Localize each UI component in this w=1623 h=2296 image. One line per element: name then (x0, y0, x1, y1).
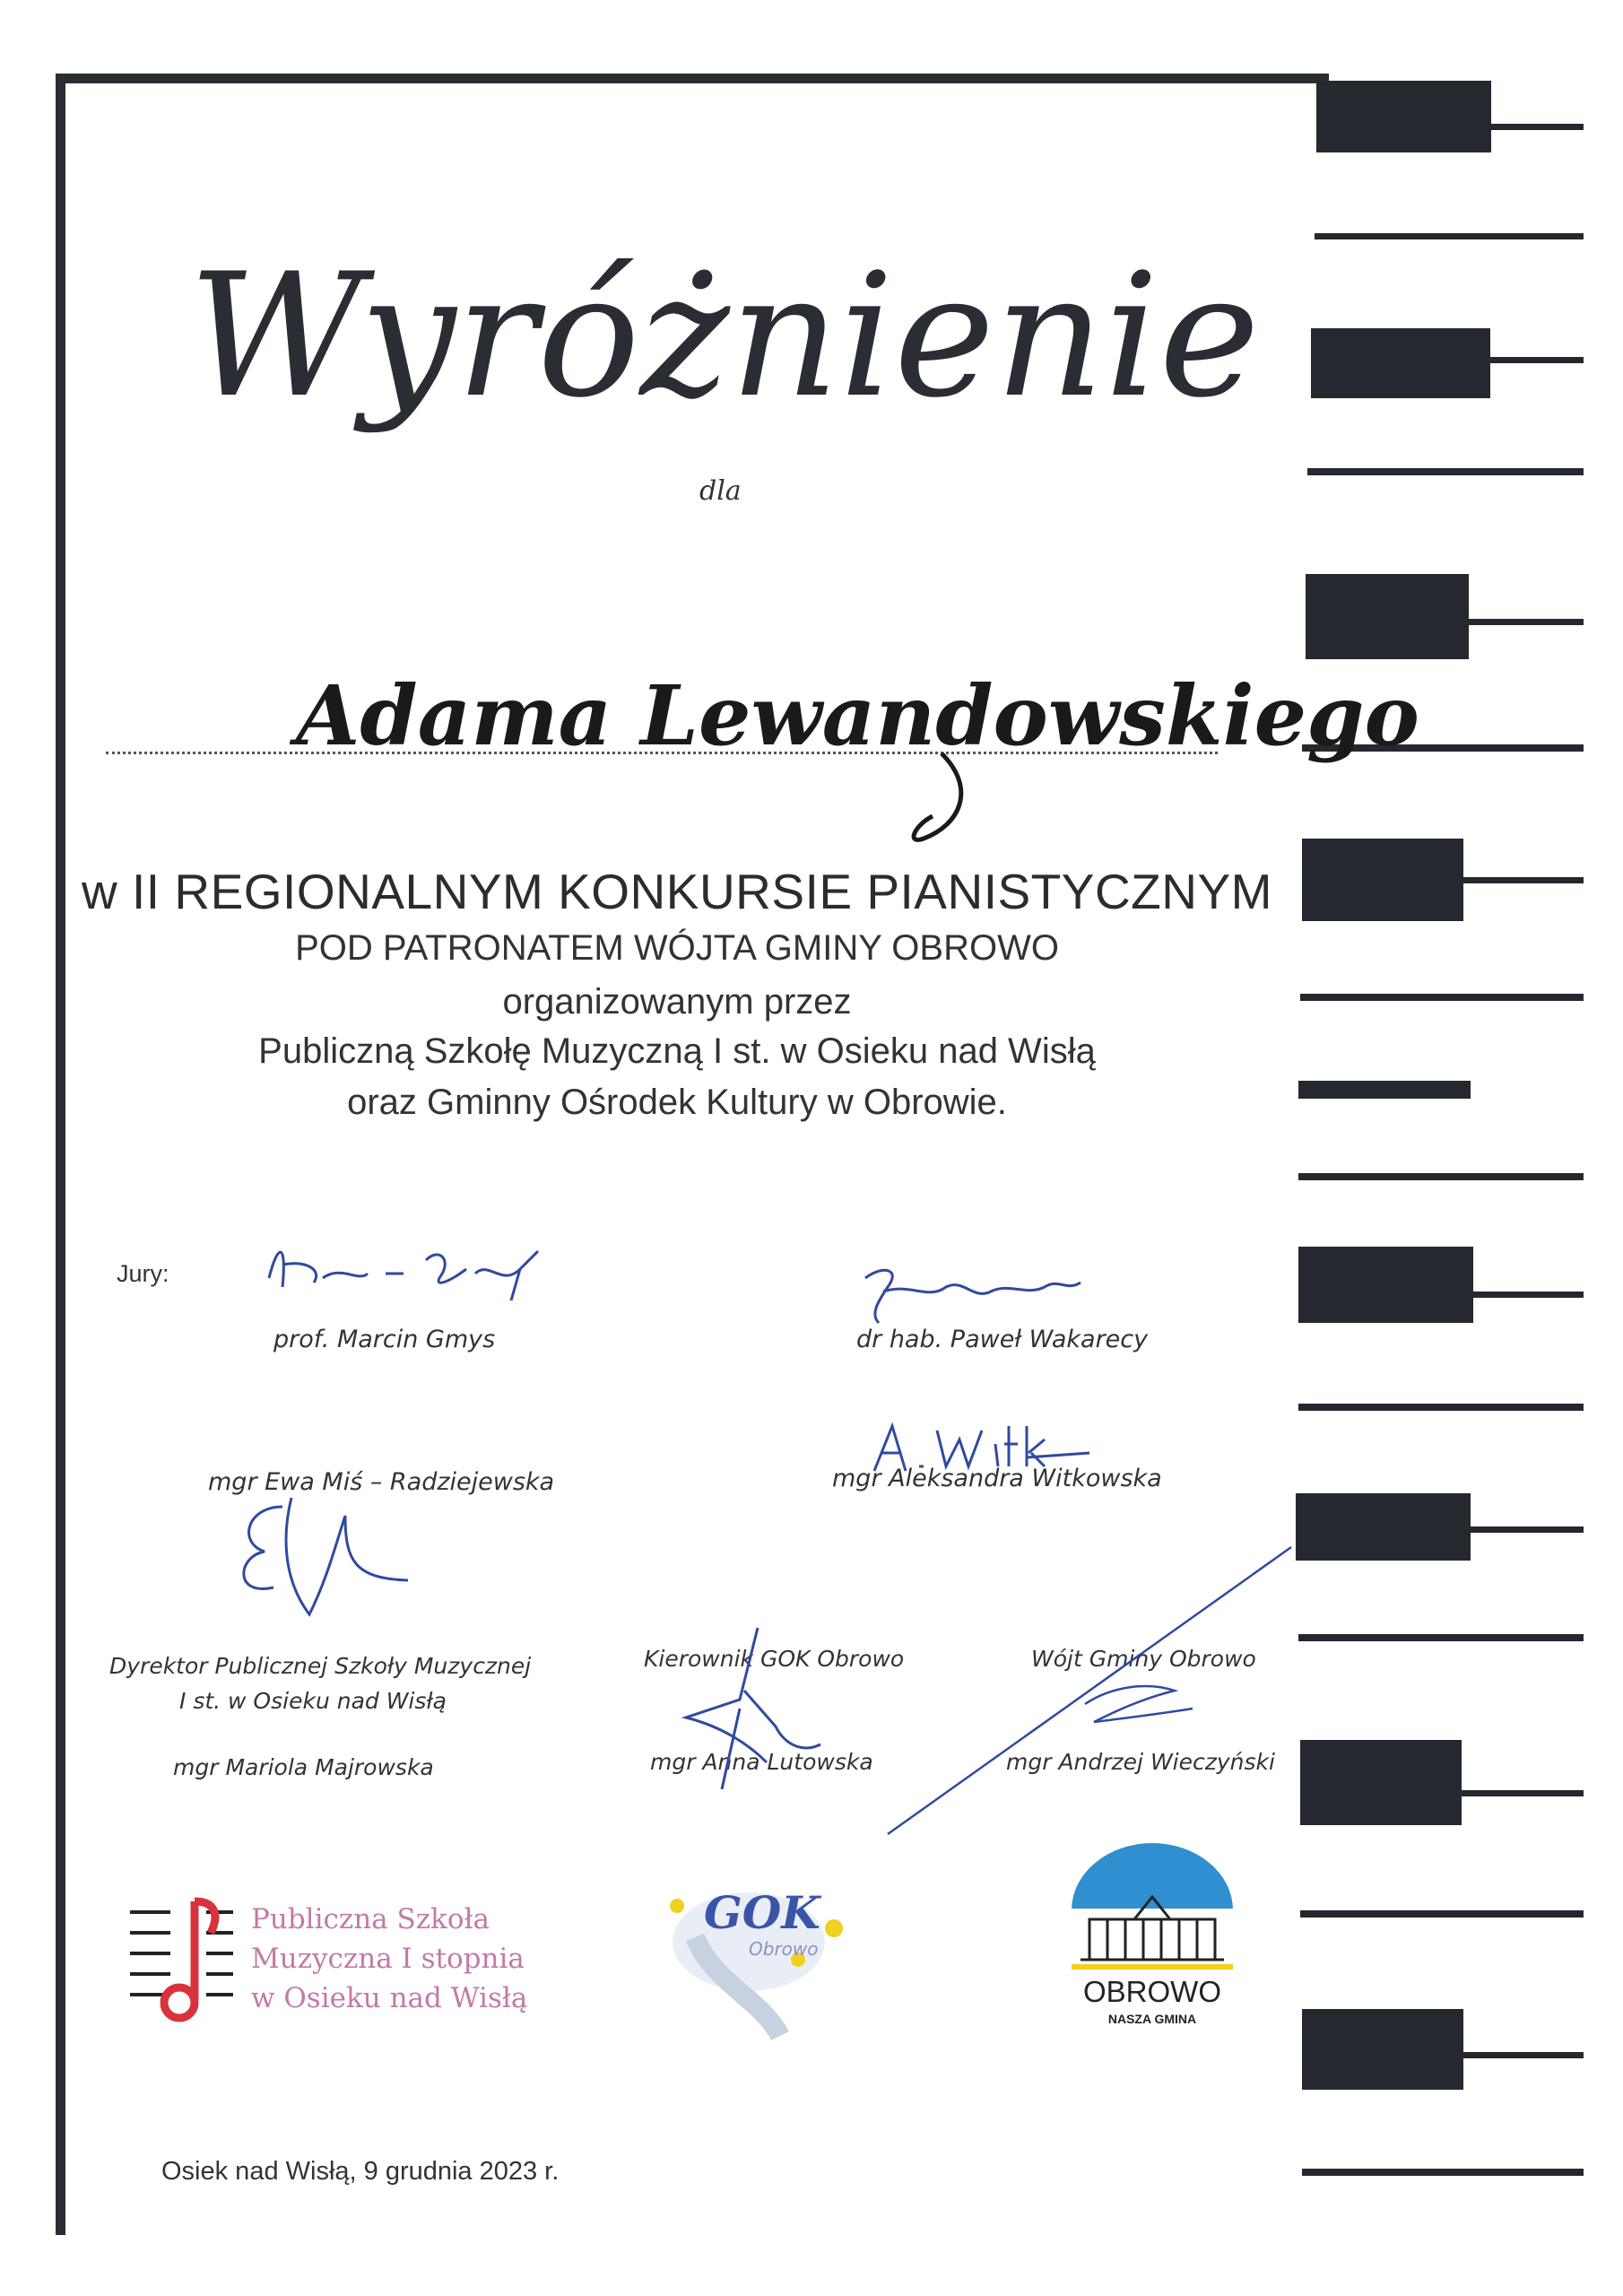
organizer-2-line: oraz Gminny Ośrodek Kultury w Obrowie. (347, 1083, 1007, 1122)
for-word: dla (699, 475, 742, 507)
obrowo-logo-name: OBROWO (1083, 1975, 1221, 2008)
school-logo-line2: Muzyczna I stopnia (251, 1943, 525, 1975)
recipient-handwriting (296, 646, 1419, 852)
recipient-name: Adama Lewandowskiego (296, 667, 1419, 764)
title-text: Wyróżnienie (188, 237, 1260, 435)
school-logo-line3: w Osieku nad Wisłą (251, 1982, 528, 2014)
official-2-name: mgr Anna Lutowska (650, 1749, 873, 1775)
jury-member-1-name: prof. Marcin Gmys (273, 1326, 496, 1353)
official-3-role: Wójt Gminy Obrowo (1031, 1646, 1256, 1672)
gok-logo-subtext: Obrowo (749, 1938, 819, 1960)
official-2-role: Kierownik GOK Obrowo (644, 1646, 905, 1672)
gok-logo-text: GOK (704, 1886, 820, 1939)
jury-member-2-name: dr hab. Paweł Wakarecy (856, 1326, 1149, 1353)
organizer-1-line: Publiczną Szkołę Muzyczną I st. w Osieku nad Wisłą (258, 1031, 1096, 1071)
competition-line: w II REGIONALNYM KONKURSIE PIANISTYCZNYM (82, 864, 1272, 919)
jury-member-3-name: mgr Ewa Miś – Radziejewska (208, 1468, 555, 1496)
signature-wieczynski (879, 1543, 1300, 1839)
signature-gmys (260, 1233, 556, 1305)
signature-mis-radziejewska (229, 1480, 417, 1623)
jury-label: Jury: (117, 1260, 169, 1287)
obrowo-logo (1054, 1848, 1251, 2036)
school-logo-line1: Publiczna Szkoła (251, 1903, 490, 1935)
title-script (179, 233, 1345, 457)
official-3-name: mgr Andrzej Wieczyński (1006, 1749, 1275, 1775)
official-1-name: mgr Mariola Majrowska (173, 1754, 434, 1780)
signature-lutowska (668, 1619, 847, 1798)
official-1-role-line1: Dyrektor Publicznej Szkoły Muzycznej (109, 1653, 532, 1679)
patronage-line: POD PATRONATEM WÓJTA GMINY OBROWO (295, 928, 1059, 968)
obrowo-logo-tagline: NASZA GMINA (1107, 2012, 1197, 2026)
organized-by-line: organizowanym przez (502, 982, 852, 1022)
jury-member-4-name: mgr Aleksandra Witkowska (832, 1465, 1162, 1492)
place-date: Osiek nad Wisłą, 9 grudnia 2023 r. (161, 2157, 560, 2186)
official-1-role-line2: I st. w Osieku nad Wisłą (179, 1688, 447, 1714)
signature-wakarecy (856, 1260, 1107, 1332)
school-logo-text (251, 1900, 527, 2018)
music-note-icon (130, 1892, 238, 2027)
gok-logo (664, 1857, 843, 2036)
recipient-flourish (914, 753, 961, 839)
